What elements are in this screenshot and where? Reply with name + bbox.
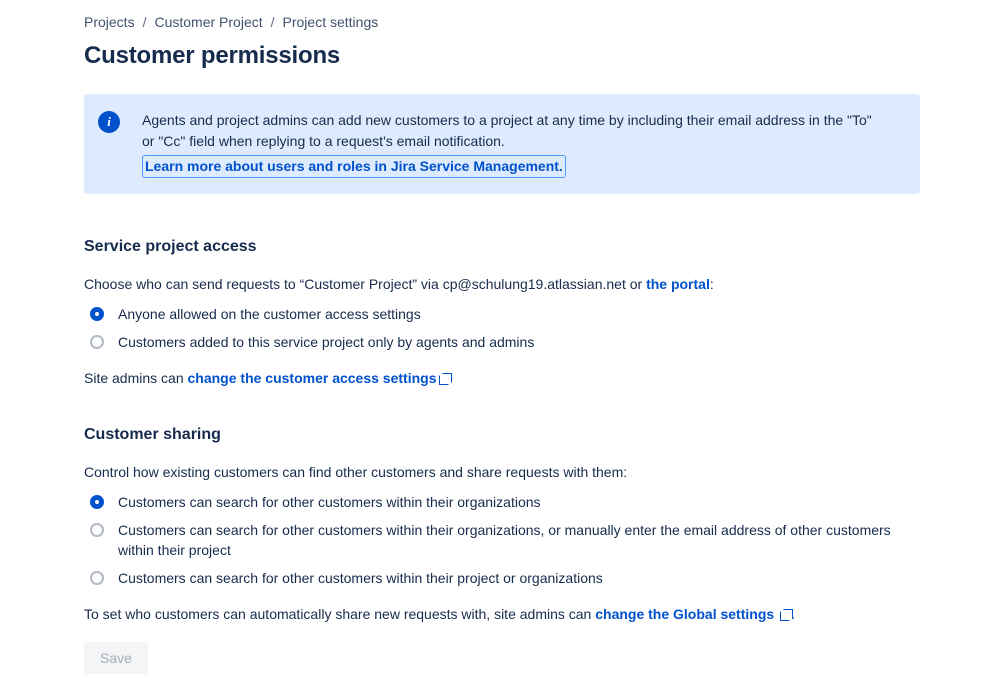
learn-more-link[interactable]: Learn more about users and roles in Jira Service Management.	[142, 155, 566, 178]
radio-option-anyone-allowed[interactable]	[84, 304, 915, 324]
breadcrumb-separator: /	[270, 14, 275, 30]
description-text-after: :	[709, 276, 714, 292]
radio-button[interactable]	[90, 307, 104, 321]
radio-label[interactable]: Customers can search for other customers within their organizations, or manually enter the email address of other customers within their project	[118, 522, 891, 558]
radio-option-search-or-manual-email[interactable]	[84, 520, 915, 560]
change-customer-access-settings-link[interactable]	[188, 370, 450, 386]
note-text-before: To set who customers can automatically share new requests with, site admins can	[84, 606, 596, 622]
radio-label[interactable]: Anyone allowed on the customer access settings	[118, 306, 421, 322]
service-project-access-radio-group	[84, 304, 915, 352]
breadcrumb-item-project-settings: Project settings	[282, 14, 379, 30]
breadcrumb-separator: /	[142, 14, 147, 30]
page-title: Customer permissions	[84, 42, 341, 69]
link-label: change the Global settings	[595, 606, 775, 622]
radio-label[interactable]: Customers can search for other customers within their project or organizations	[118, 570, 603, 586]
info-banner-message: Agents and project admins can add new customers to a project at any time by including their email address in the "To" or "Cc" field when replying to a request's email notification.	[142, 112, 872, 149]
breadcrumb	[84, 12, 915, 32]
radio-label[interactable]: Customers added to this service project only by agents and admins	[118, 334, 535, 350]
info-icon: i	[98, 111, 120, 133]
radio-button[interactable]	[90, 571, 104, 585]
radio-button[interactable]	[90, 495, 104, 509]
save-button[interactable]: Save	[84, 642, 148, 674]
radio-option-search-within-organizations[interactable]	[84, 492, 915, 512]
site-admins-note	[84, 368, 915, 388]
note-text-after: .	[791, 606, 795, 622]
change-global-settings-link[interactable]	[595, 606, 791, 622]
service-project-access-title: Service project access	[84, 238, 257, 255]
the-portal-link[interactable]: the portal	[646, 276, 710, 292]
customer-sharing-title: Customer sharing	[84, 426, 221, 443]
customer-sharing-section	[84, 426, 915, 674]
radio-option-customers-added-by-agents[interactable]	[84, 332, 915, 352]
radio-option-search-project-or-organizations[interactable]	[84, 568, 915, 588]
link-label: change the customer access settings	[187, 370, 437, 386]
external-link-icon	[439, 373, 450, 384]
radio-label[interactable]: Customers can search for other customers within their organizations	[118, 494, 541, 510]
external-link-icon	[780, 609, 791, 620]
info-banner-text	[142, 110, 882, 178]
note-text-before: Site admins can	[84, 370, 188, 386]
radio-button[interactable]	[90, 523, 104, 537]
breadcrumb-item-projects[interactable]: Projects	[84, 14, 135, 30]
service-project-access-description	[84, 274, 915, 294]
customer-sharing-radio-group	[84, 492, 915, 588]
service-project-access-section	[84, 238, 915, 388]
customer-sharing-description: Control how existing customers can find other customers and share requests with them:	[84, 464, 628, 480]
radio-button[interactable]	[90, 335, 104, 349]
description-text-before: Choose who can send requests to “Customer Project” via cp@schulung19.atlassian.net or	[84, 276, 647, 292]
breadcrumb-item-customer-project[interactable]: Customer Project	[154, 14, 263, 30]
global-settings-note	[84, 604, 915, 624]
info-banner	[84, 94, 920, 194]
